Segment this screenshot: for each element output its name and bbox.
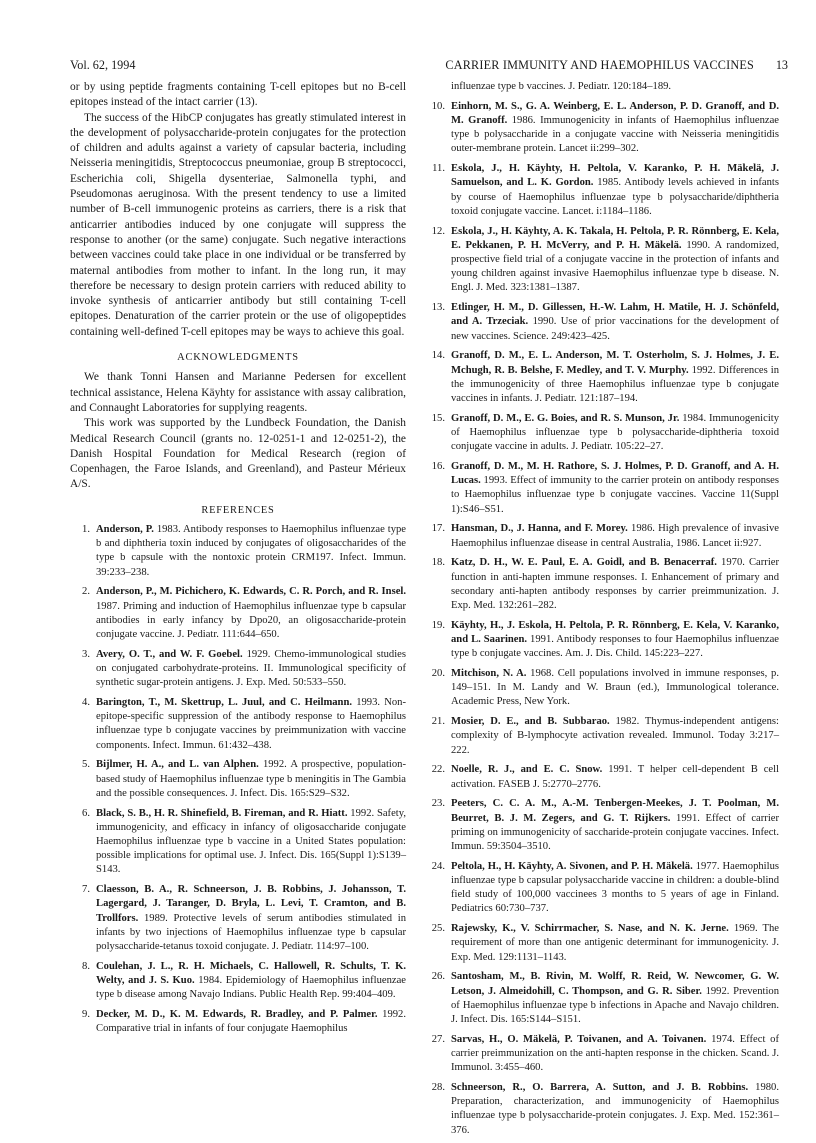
reference-number: 4.: [82, 697, 90, 709]
reference-body: [451, 412, 779, 455]
reference-item: [425, 763, 779, 791]
reference-text: 1989. Protective levels of serum antibodies stimulated in infants by two injections of Haemophilus influenzae type b capsular polysaccharide-tetanus toxoid conjugate. J. Pediatr. 114:97–100.: [96, 912, 406, 953]
reference-item: [425, 412, 779, 455]
reference-text: 1929. Chemo-immunological studies on conjugated carbohydrate-proteins. II. Immunological specificity of synthetic sugar-protein antigens. J. Exp. Med. 50:533–550.: [96, 648, 407, 689]
reference-number: 16.: [431, 461, 445, 473]
reference-authors: Sarvas, H., O. Mäkelä, P. Toivanen, and A. Toivanen.: [451, 1033, 707, 1045]
reference-item: [70, 758, 406, 801]
reference-number: 11.: [432, 163, 445, 175]
acknowledgments-paragraph: We thank Tonni Hansen and Marianne Pedersen for excellent technical assistance, Helena Käyhty for assistance with assay calibration, and Connaught Laboratories for supplying reagents.: [70, 371, 406, 414]
reference-number: 22.: [431, 764, 445, 776]
reference-authors: Barington, T., M. Skettrup, L. Juul, and C. Heilmann.: [96, 697, 352, 709]
reference-item: [425, 715, 779, 758]
running-title: CARRIER IMMUNITY AND HAEMOPHILUS VACCINES: [445, 58, 754, 72]
reference-item: [425, 1033, 779, 1076]
reference-text: 1982. Thymus-independent antigens: complexity of B-lymphocyte activation revealed. Immunol. Today 3:217–222.: [451, 716, 779, 756]
reference-body: [451, 556, 779, 613]
right-column: [425, 80, 779, 1143]
reference-authors: Black, S. B., H. R. Shinefield, B. Fireman, and R. Hiatt.: [96, 807, 348, 819]
reference-text: 1991. T helper cell-dependent B cell activation. FASEB J. 5:2770–2776.: [451, 764, 779, 790]
reference-authors: Schneerson, R., O. Barrera, A. Sutton, and J. B. Robbins.: [451, 1082, 749, 1094]
reference-number: 17.: [431, 523, 445, 535]
reference-text: 1985. Antibody levels achieved in infants by course of Haemophilus influenzae type b polysaccharide/diphtheria toxoid conjugate vaccine. Lancet. i:1184–1186.: [451, 177, 779, 217]
reference-authors: Eskola, J., H. Käyhty, H. Peltola, V. Karanko, P. H. Mäkelä, J. Samuelson, and L. K. Gordon.: [451, 163, 779, 189]
reference-item: [70, 883, 406, 954]
reference-text: 1986. High prevalence of invasive Haemophilus influenzae disease in central Australia, 1986. Lancet ii:927.: [451, 523, 779, 549]
reference-authors: Hansman, D., J. Hanna, and F. Morey.: [451, 523, 628, 535]
reference-text: 1983. Antibody responses to Haemophilus influenzae type b and diphtheria toxin induced by conjugates of oligosaccharides of the type b capsule with the nontoxic protein CRM197. Infect. Immun. 39:233–238.: [96, 524, 406, 578]
reference-number: 27.: [431, 1033, 445, 1045]
reference-body: [451, 797, 779, 854]
reference-number: 15.: [431, 412, 445, 424]
reference-body: [451, 1033, 779, 1076]
reference-authors: Peeters, C. C. A. M., A.-M. Tenbergen-Meekes, J. T. Poolman, M. Beurret, B. J. M. Zegers, and G. T. Rijkers.: [451, 798, 779, 824]
acknowledgments-paragraph: This work was supported by the Lundbeck Foundation, the Danish Medical Research Council (grants no. 12-0251-1 and 12-0251-2), the Danish Hospital Foundation for Medical Research (region of Copenhagen, the Faroe Islands, and Greenland), and Pasteur Mérieux A/S.: [70, 417, 406, 491]
reference-text: 1990. Use of prior vaccinations for the development of new vaccines. Science. 249:423–425.: [451, 316, 779, 342]
reference-body: [96, 523, 406, 580]
reference-text: 1992. A prospective, population-based study of Haemophilus influenzae type b meningitis in The Gambia and the possible consequences. J. Infect. Dis. 165:S29–S32.: [96, 759, 406, 799]
reference-body: [96, 960, 406, 1003]
reference-authors: Avery, O. T., and W. F. Goebel.: [96, 648, 243, 660]
reference-text: 1993. Effect of immunity to the carrier protein on antibody responses to Haemophilus influenzae type b conjugate vaccines. Vaccine 11(Suppl 1):S46–S51.: [451, 475, 779, 515]
reference-authors: Granoff, D. M., E. G. Boies, and R. S. Munson, Jr.: [451, 412, 680, 424]
reference-text: 1970. Carrier function in anti-hapten immune responses. I. Enhancement of primary and secondary anti-hapten antibody responses by carrier preimmunization. J. Exp. Med. 132:261–282.: [451, 557, 779, 612]
reference-body: [451, 349, 779, 406]
reference-number: 7.: [82, 884, 90, 896]
reference-number: 25.: [431, 923, 445, 935]
reference-number: 13.: [431, 302, 445, 314]
reference-text: 1992. Differences in the immunogenicity of three Haemophilus influenzae type b conjugate vaccines in infants. J. Pediatr. 121:187–194.: [451, 364, 779, 405]
reference-body: [451, 100, 779, 157]
reference-item: [70, 807, 406, 878]
reference-number: 8.: [82, 960, 90, 972]
reference-continuation: influenzae type b vaccines. J. Pediatr. 120:184–189.: [451, 81, 672, 92]
reference-number: 1.: [82, 524, 90, 536]
reference-text: 1991. Antibody responses to four Haemophilus influenzae type b conjugate vaccines. Am. J. Dis. Child. 145:223–227.: [451, 634, 780, 660]
reference-number: 12.: [431, 225, 445, 237]
reference-text: 1984. Epidemiology of Haemophilus influenzae type b disease among Navajo Indians. Public Health Rep. 99:404–409.: [96, 975, 406, 1001]
reference-number: 20.: [431, 668, 445, 680]
reference-item: [425, 100, 779, 157]
body-paragraph: The success of the HibCP conjugates has greatly stimulated interest in the development of polysaccharide-protein conjugates for the protection of children and adults against a variety of capsular bacteria, including Neisseria meningitidis, Streptococcus pneumoniae, group B streptococci, Escherichia coli, Shigella dysenteriae, Salmonella typhi, and Pseudomonas aeruginosa. With the present tendency to use a limited number of B-cell immunogenic proteins as carriers, there is a risk that anticarrier antibodies induced by one conjugate will suppress the response to another (or the same) conjugate. Such negative interactions between vaccines could take place in one individual or be transferred by maternal antibodies from mother to infant. In the long run, it may therefore be necessary to design protein carriers with reduced ability to invoke synthesis of anticarrier antibody but still containing T-cell epitopes. Denaturation of the carrier protein or the use of oligopeptides containing well-defined T-cell epitopes may be ways to achieve this goal.: [70, 111, 406, 338]
reference-body: [96, 807, 406, 878]
reference-item: [70, 648, 406, 691]
reference-authors: Peltola, H., H. Käyhty, A. Sivonen, and P. H. Mäkelä.: [451, 860, 693, 872]
reference-text: 1969. The requirement of more than one antigenic determinant for immunogenicity. J. Exp. Med. 129:1131–1143.: [451, 923, 779, 963]
reference-authors: Noelle, R. J., and E. C. Snow.: [451, 764, 603, 776]
reference-number: 14.: [431, 350, 445, 362]
reference-number: 23.: [431, 798, 445, 810]
reference-item: [425, 619, 779, 662]
reference-item: [425, 797, 779, 854]
reference-body: [451, 970, 779, 1027]
reference-body: [96, 1008, 406, 1036]
reference-number: 2.: [82, 586, 90, 598]
reference-text: 1992. Safety, immunogenicity, and efficacy in infancy of oligosaccharide conjugate Haemophilus influenzae type b vaccine in a United States population: possible implications for optimal use. J. Infect. Dis. 165(Suppl 1):S139–S143.: [96, 807, 406, 876]
reference-number: 9.: [82, 1009, 90, 1021]
reference-text: 1974. Effect of carrier preimmunization on the anti-hapten response in the chicken. Scand. J. Immunol. 3:455–460.: [451, 1033, 779, 1074]
reference-item: [425, 522, 779, 550]
reference-item: [425, 301, 779, 344]
reference-item: [425, 225, 779, 296]
reference-text: 1991. Effect of carrier priming on immunogenicity of saccharide-protein conjugate vaccines. Infect. Immun. 59:3504–3510.: [451, 812, 779, 853]
reference-authors: Coulehan, J. L., R. H. Michaels, C. Hallowell, R. Schults, T. K. Welty, and J. S. Kuo.: [96, 960, 406, 987]
reference-authors: Decker, M. D., K. M. Edwards, R. Bradley, and P. Palmer.: [96, 1009, 378, 1021]
page-number: 13: [775, 58, 788, 72]
reference-item: [70, 523, 406, 580]
reference-item: [425, 162, 779, 219]
reference-text: 1986. Immunogenicity in infants of Haemophilus influenzae type b polysaccharide in a conjugate vaccine with Neisseria meningitidis outer-membrane protein. Lancet ii:299–302.: [451, 115, 779, 155]
reference-number: 24.: [431, 860, 445, 872]
reference-body: [451, 763, 779, 791]
reference-number: 5.: [82, 759, 90, 771]
reference-text: 1987. Priming and induction of Haemophilus influenzae type b capsular antibodies in early infancy by Dpo20, an oligosaccharide-protein conjugate vaccine. J. Pediatr. 111:644–650.: [96, 600, 406, 641]
reference-authors: Rajewsky, K., V. Schirrmacher, S. Nase, and N. K. Jerne.: [451, 923, 729, 935]
reference-body: [96, 758, 406, 801]
acknowledgments-heading: ACKNOWLEDGMENTS: [177, 352, 299, 364]
reference-number: 21.: [431, 716, 445, 728]
reference-body: [451, 460, 779, 517]
reference-authors: Katz, D. H., W. E. Paul, E. A. Goidl, and B. Benacerraf.: [451, 557, 717, 569]
reference-authors: Granoff, D. M., M. H. Rathore, S. J. Holmes, P. D. Granoff, and A. H. Lucas.: [451, 461, 779, 487]
reference-number: 6.: [82, 807, 90, 819]
reference-body: [96, 883, 406, 954]
reference-authors: Käyhty, H., J. Eskola, H. Peltola, P. R. Rönnberg, E. Kela, V. Karanko, and L. Saarinen.: [451, 619, 779, 646]
reference-text: 1977. Haemophilus influenzae type b capsular polysaccharide vaccine in children: a double-blind field study of 100,000 vaccinees 3 months to 5 years of age in Finland. Pediatrics 60:730–737.: [451, 860, 779, 915]
body-paragraph: or by using peptide fragments containing T-cell epitopes but no B-cell epitopes instead of the intact carrier (13).: [70, 81, 406, 109]
reference-authors: Granoff, D. M., E. L. Anderson, M. T. Osterholm, S. J. Holmes, J. E. Mchugh, R. B. Belshe, F. Medley, and T. V. Murphy.: [451, 350, 779, 376]
reference-body: [96, 696, 406, 753]
reference-number: 3.: [82, 648, 90, 660]
reference-authors: Santosham, M., B. Rivin, M. Wolff, R. Reid, W. Newcomer, G. W. Letson, J. Almeidohill, C. Thompson, and G. R. Siber.: [451, 971, 779, 997]
reference-number: 18.: [431, 557, 445, 569]
reference-body: [451, 619, 779, 662]
reference-number: 19.: [431, 619, 445, 631]
reference-authors: Etlinger, H. M., D. Gillessen, H.-W. Lahm, H. Matile, H. J. Schönfeld, and A. Trzeciak.: [451, 302, 779, 328]
reference-body: [451, 162, 779, 219]
reference-authors: Mosier, D. E., and B. Subbarao.: [451, 716, 610, 728]
reference-item: [70, 1008, 406, 1036]
reference-body: [451, 522, 779, 550]
reference-authors: Anderson, P.: [96, 524, 154, 536]
reference-authors: Claesson, B. A., R. Schneerson, J. B. Robbins, J. Johansson, T. Lagergard, J. Taranger, D. Bryla, L. Levi, T. Cramton, and B. Trollfors.: [96, 884, 406, 924]
reference-item: [70, 585, 406, 642]
reference-text: 1992. Prevention of Haemophilus influenzae type b infections in Apache and Navajo children. J. Infect. Dis. 165:S144–S151.: [451, 985, 780, 1026]
reference-authors: Eskola, J., H. Käyhty, A. K. Takala, H. Peltola, P. R. Rönnberg, E. Kela, E. Pekkanen, P. H. McVerry, and P. H. Mäkelä.: [451, 225, 779, 251]
reference-text: 1968. Cell populations involved in immune responses, p. 149–151. In M. Landy and W. Braun (ed.), Immunological tolerance. Academic Press, New York.: [451, 668, 779, 708]
reference-authors: Bijlmer, H. A., and L. van Alphen.: [96, 759, 259, 771]
reference-item: [425, 922, 779, 965]
reference-item: [70, 960, 406, 1003]
reference-item: [425, 556, 779, 613]
reference-body: [451, 301, 779, 344]
volume-label: Vol. 62, 1994: [70, 58, 136, 72]
reference-item: [425, 1081, 779, 1138]
reference-authors: Mitchison, N. A.: [451, 668, 527, 680]
reference-item: [425, 667, 779, 710]
reference-text: 1990. A randomized, prospective field trial of a conjugate vaccine in the protection of infants and young children against invasive Haemophilus influenzae type b disease. N. Engl. J. Med. 323:1381–1387.: [451, 239, 779, 294]
reference-text: 1980. Preparation, characterization, and immunogenicity of Haemophilus influenzae type b polysaccharide-protein conjugates. J. Exp. Med. 152:361–376.: [451, 1082, 780, 1136]
reference-authors: Anderson, P., M. Pichichero, K. Edwards, C. R. Porch, and R. Insel.: [96, 586, 406, 598]
reference-item: [425, 460, 779, 517]
reference-body: [451, 922, 779, 965]
reference-body: [451, 860, 779, 917]
reference-item: [425, 860, 779, 917]
reference-authors: Einhorn, M. S., G. A. Weinberg, E. L. Anderson, P. D. Granoff, and D. M. Granoff.: [451, 100, 779, 126]
reference-body: [96, 648, 406, 691]
running-header: [70, 58, 788, 78]
reference-item: [425, 349, 779, 406]
references-heading: REFERENCES: [201, 504, 275, 516]
reference-number: 26.: [431, 971, 445, 983]
reference-text: 1992. Comparative trial in infants of four conjugate Haemophilus: [96, 1009, 406, 1035]
reference-item: [425, 970, 779, 1027]
reference-list-right: [425, 100, 779, 1138]
reference-body: [451, 225, 779, 296]
reference-number: 10.: [431, 100, 445, 112]
reference-item: [70, 696, 406, 753]
reference-body: [451, 667, 779, 710]
reference-body: [451, 715, 779, 758]
reference-text: 1984. Immunogenicity of Haemophilus influenzae type b polysaccharide-diphtheria toxoid conjugate vaccine in adults. J. Pediatr. 105:22–27.: [451, 412, 779, 453]
reference-text: 1993. Non-epitope-specific suppression of the antibody response to Haemophilus influenzae type b conjugate vaccines by preimmunization with vaccine components. Infect. Immun. 61:432–438.: [96, 697, 407, 751]
reference-list-left: [70, 523, 406, 1036]
left-column: [70, 80, 406, 1042]
reference-body: [96, 585, 406, 642]
reference-body: [451, 1081, 779, 1138]
reference-number: 28.: [431, 1082, 445, 1094]
